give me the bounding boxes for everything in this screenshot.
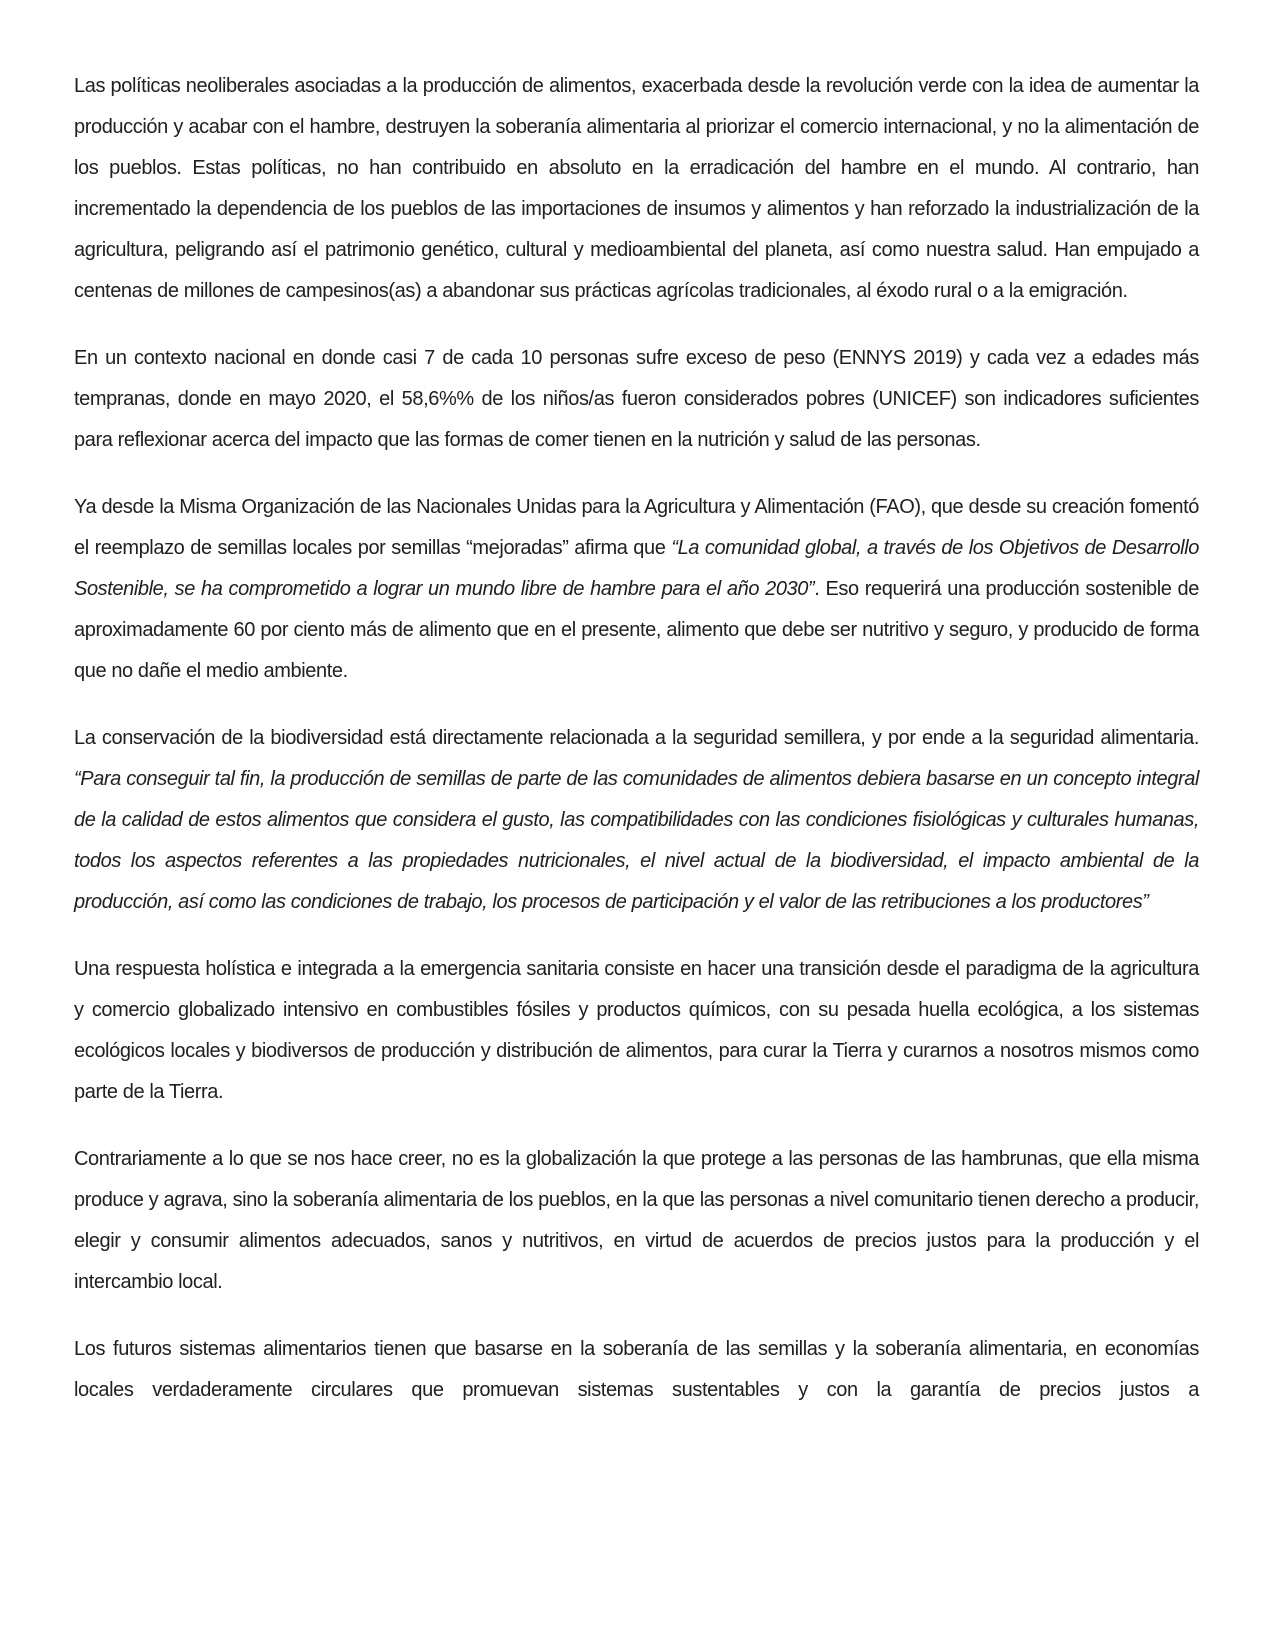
paragraph-3: [74, 487, 1199, 692]
body-text: En un contexto nacional en donde casi 7 de cada 10 personas sufre exceso de peso (ENNYS 2019) y cada vez a edades más tempranas, donde en mayo 2020, el 58,6%% de los niños/as fueron considerados pobres (UNICEF) son indicadores suficientes para reflexionar acerca del impacto que las formas de comer tienen en la nutrición y salud de las personas.: [74, 347, 1199, 451]
quoted-italic-text: “Para conseguir tal fin, la producción de semillas de parte de las comunidades de alimentos debiera basarse en un concepto integral de la calidad de estos alimentos que considera el gusto, las compatibilidades con las condiciones fisiológicas y culturales humanas, todos los aspectos referentes a las propiedades nutricionales, el nivel actual de la biodiversidad, el impacto ambiental de la producción, así como las condiciones de trabajo, los procesos de participación y el valor de las retribuciones a los productores”: [74, 768, 1199, 913]
body-text: Contrariamente a lo que se nos hace creer, no es la globalización la que protege a las personas de las hambrunas, que ella misma produce y agrava, sino la soberanía alimentaria de los pueblos, en la que las personas a nivel comunitario tienen derecho a producir, elegir y consumir alimentos adecuados, sanos y nutritivos, en virtud de acuerdos de precios justos para la producción y el intercambio local.: [74, 1148, 1199, 1293]
body-text: Ya desde la Misma Organización de las Nacionales Unidas para la Agricultura y Alimentación (FAO), que desde su creación fomentó el reemplazo de semillas locales por semillas “mejoradas” afirma que: [74, 496, 1199, 559]
paragraph-6: [74, 1139, 1199, 1303]
paragraph-4: [74, 718, 1199, 923]
paragraph-5: [74, 949, 1199, 1113]
body-text: Una respuesta holística e integrada a la emergencia sanitaria consiste en hacer una transición desde el paradigma de la agricultura y comercio globalizado intensivo en combustibles fósiles y productos químicos, con su pesada huella ecológica, a los sistemas ecológicos locales y biodiversos de producción y distribución de alimentos, para curar la Tierra y curarnos a nosotros mismos como parte de la Tierra.: [74, 958, 1199, 1103]
paragraph-7: [74, 1329, 1199, 1411]
paragraph-1: [74, 66, 1199, 312]
document-body: [74, 66, 1199, 1411]
body-text: La conservación de la biodiversidad está directamente relacionada a la seguridad semillera, y por ende a la seguridad alimentaria.: [74, 727, 1199, 749]
paragraph-2: [74, 338, 1199, 461]
body-text: Las políticas neoliberales asociadas a la producción de alimentos, exacerbada desde la revolución verde con la idea de aumentar la producción y acabar con el hambre, destruyen la soberanía alimentaria al priorizar el comercio internacional, y no la alimentación de los pueblos. Estas políticas, no han contribuido en absoluto en la erradicación del hambre en el mundo. Al contrario, han incrementado la dependencia de los pueblos de las importaciones de insumos y alimentos y han reforzado la industrialización de la agricultura, peligrando así el patrimonio genético, cultural y medioambiental del planeta, así como nuestra salud. Han empujado a centenas de millones de campesinos(as) a abandonar sus prácticas agrícolas tradicionales, al éxodo rural o a la emigración.: [74, 75, 1199, 302]
body-text: Los futuros sistemas alimentarios tienen que basarse en la soberanía de las semillas y la soberanía alimentaria, en economías locales verdaderamente circulares que promuevan sistemas sustentables y con la garantía de precios justos a: [74, 1338, 1199, 1401]
body-text: . Eso requerirá una producción sostenible de aproximadamente 60 por ciento más de alimento que en el presente, alimento que debe ser nutritivo y seguro, y producido de forma que no dañe el medio ambiente.: [74, 578, 1199, 682]
quoted-italic-text: “La comunidad global, a través de los Objetivos de Desarrollo Sostenible, se ha comprometido a lograr un mundo libre de hambre para el año 2030”: [74, 537, 1199, 600]
